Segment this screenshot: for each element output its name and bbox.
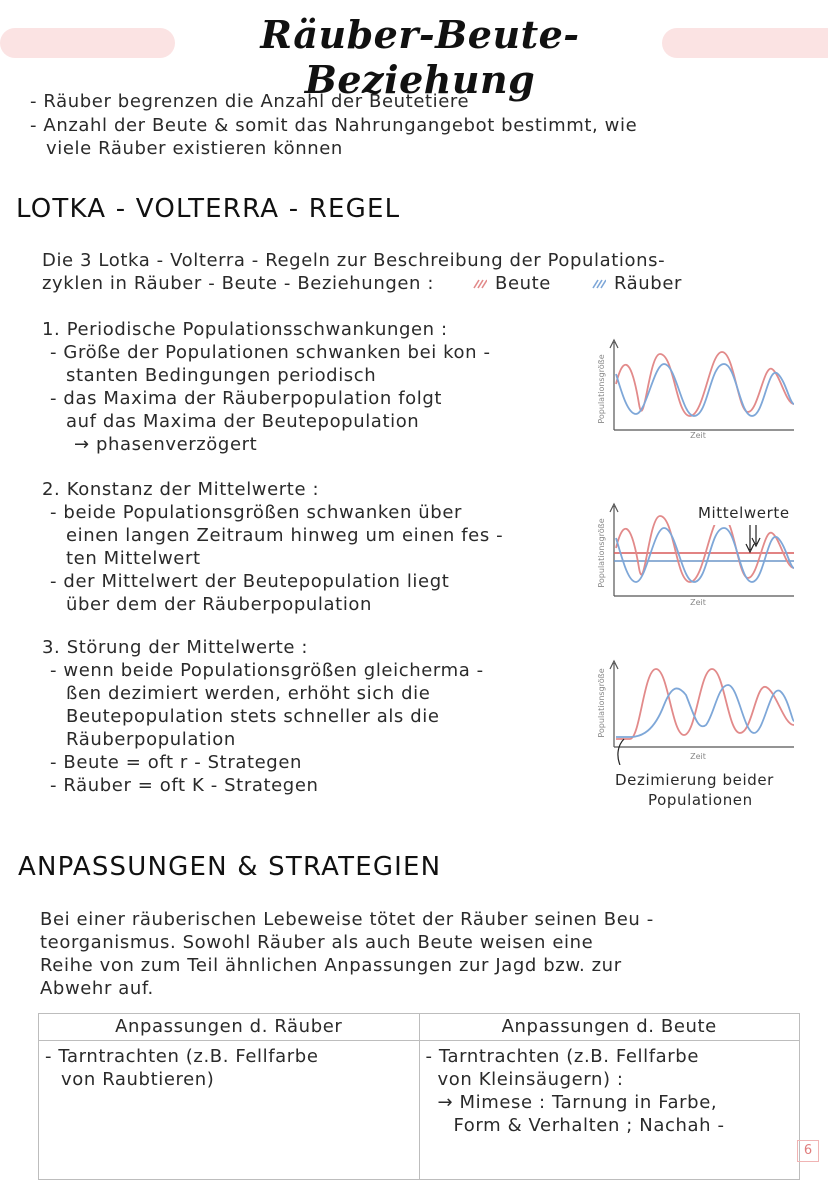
- title-decoration-right: [662, 28, 828, 58]
- rule-1-graph: [594, 334, 804, 439]
- section2-paragraph-line: Reihe von zum Teil ähnlichen Anpassungen zur Jagd bzw. zur: [40, 955, 622, 976]
- table-cell-prey: [419, 1041, 800, 1180]
- graph-2-y-axis: [610, 504, 618, 596]
- rule-1-line: 1. Periodische Populationsschwankungen :: [42, 319, 448, 340]
- graph-1-xlabel: Zeit: [690, 431, 706, 439]
- prey-line: - Tarntrachten (z.B. Fellfarbe: [425, 1046, 700, 1067]
- prey-line: von Kleinsäugern) :: [437, 1069, 624, 1090]
- predator-line: - Tarntrachten (z.B. Fellfarbe: [45, 1046, 319, 1067]
- section2-paragraph-line: Bei einer räuberischen Lebeweise tötet der Räuber seinen Beu -: [40, 909, 654, 930]
- page-number: 6: [797, 1140, 819, 1162]
- graph-3-pointer-icon: [618, 739, 624, 765]
- graph-3-annotation: Populationen: [648, 791, 753, 809]
- rule-2-line: - der Mittelwert der Beutepopulation liegt: [50, 571, 450, 592]
- predator-legend-swatch: [592, 279, 606, 289]
- rule-1-line: - Größe der Populationen schwanken bei kon -: [50, 342, 491, 363]
- rule-3-line: Beutepopulation stets schneller als die: [66, 706, 440, 727]
- rule-3-graph: [594, 655, 804, 765]
- prey-legend-label: Beute: [495, 273, 551, 294]
- graph-2-annotation: Mittelwerte: [698, 502, 790, 525]
- intro-line: - Anzahl der Beute & somit das Nahrungangebot bestimmt, wie: [30, 115, 638, 136]
- graph-3-y-axis: [610, 661, 618, 747]
- rule-3-line: - Beute = oft r - Strategen: [50, 752, 303, 773]
- table-header-predator: Anpassungen d. Räuber: [39, 1014, 420, 1041]
- table-cell-predator: [39, 1041, 420, 1180]
- intro-line: viele Räuber existieren können: [46, 138, 343, 159]
- section2-paragraph-line: teorganismus. Sowohl Räuber als auch Beute weisen eine: [40, 932, 594, 953]
- section1-intro-text: zyklen in Räuber - Beute - Beziehungen :: [42, 273, 435, 294]
- prey-line: Form & Verhalten ; Nachah -: [453, 1115, 725, 1136]
- rule-1-line: → phasenverzögert: [74, 434, 258, 455]
- graph-3-predator-curve: [616, 685, 794, 737]
- intro-line: - Räuber begrenzen die Anzahl der Beutetiere: [30, 91, 470, 112]
- section1-intro-line: Die 3 Lotka - Volterra - Regeln zur Beschreibung der Populations-: [42, 250, 666, 271]
- section-heading-anpassungen: ANPASSUNGEN & STRATEGIEN: [18, 852, 442, 882]
- adaptations-table: [38, 1013, 800, 1180]
- prey-legend-swatch: [473, 279, 487, 289]
- graph-2-xlabel: Zeit: [690, 598, 706, 607]
- rule-3-line: - wenn beide Populationsgrößen gleicherma -: [50, 660, 484, 681]
- graph-3-annotation: Dezimierung beider: [615, 771, 774, 789]
- rule-2-line: über dem der Räuberpopulation: [66, 594, 373, 615]
- page-title: Räuber-Beute-Beziehung: [260, 12, 580, 102]
- rule-1-line: stanten Bedingungen periodisch: [66, 365, 377, 386]
- rule-2-line: 2. Konstanz der Mittelwerte :: [42, 479, 320, 500]
- rule-1-line: - das Maxima der Räuberpopulation folgt: [50, 388, 443, 409]
- predator-legend-label: Räuber: [613, 273, 683, 294]
- graph-1-ylabel: Populationsgröße: [597, 354, 606, 424]
- prey-line: → Mimese : Tarnung in Farbe,: [437, 1092, 718, 1113]
- title-decoration-left: [0, 28, 175, 58]
- graph-3-xlabel: Zeit: [690, 752, 706, 761]
- graph-3-ylabel: Populationsgröße: [597, 668, 606, 738]
- rule-2-line: ten Mittelwert: [66, 548, 201, 569]
- rule-2-line: - beide Populationsgrößen schwanken über: [50, 502, 463, 523]
- table-header-prey: Anpassungen d. Beute: [419, 1014, 800, 1041]
- rule-3-line: - Räuber = oft K - Strategen: [50, 775, 319, 796]
- rule-3-line: 3. Störung der Mittelwerte :: [42, 637, 309, 658]
- section2-paragraph-line: Abwehr auf.: [40, 978, 154, 999]
- section-heading-lotka-volterra: LOTKA - VOLTERRA - REGEL: [16, 194, 401, 224]
- rule-1-line: auf das Maxima der Beutepopulation: [66, 411, 420, 432]
- graph-3-prey-curve: [616, 669, 794, 739]
- predator-line: von Raubtieren): [61, 1069, 215, 1090]
- graph-1-y-axis: [610, 340, 618, 430]
- section1-intro-line: [42, 272, 682, 295]
- rule-2-line: einen langen Zeitraum hinweg um einen fes -: [66, 525, 504, 546]
- rule-3-line: ßen dezimiert werden, erhöht sich die: [66, 683, 431, 704]
- rule-3-line: Räuberpopulation: [66, 729, 236, 750]
- graph-2-ylabel: Populationsgröße: [597, 518, 606, 588]
